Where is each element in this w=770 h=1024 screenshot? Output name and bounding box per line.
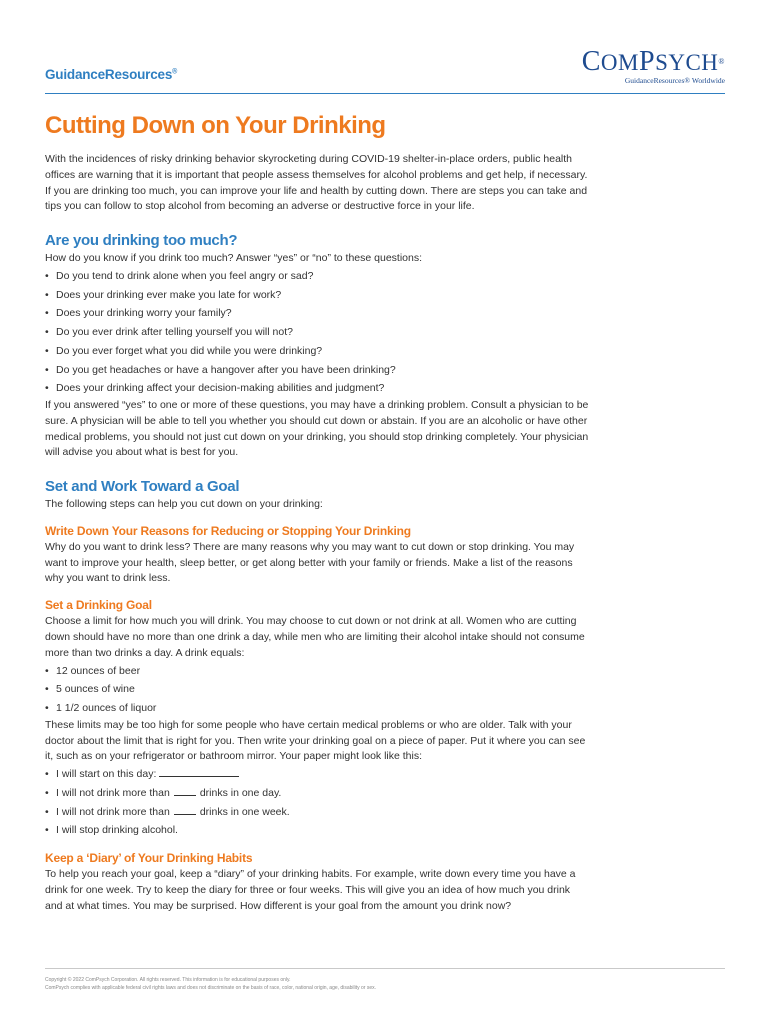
- section-heading-set-goal: Set and Work Toward a Goal: [45, 478, 240, 496]
- fill-in-blank: [174, 805, 196, 815]
- goal-template-list: [45, 765, 590, 840]
- page-header: [45, 46, 725, 100]
- list-item: • Does your drinking affect your decision-making abilities and judgment?: [45, 379, 590, 398]
- goal-day-item: • I will not drink more than drinks in one day.: [45, 784, 590, 803]
- subheading-write-reasons: Write Down Your Reasons for Reducing or Stopping Your Drinking: [45, 523, 411, 538]
- sub1-paragraph: Why do you want to drink less? There are many reasons why you may want to cut down or stop drinking. You may want to improve your health, sleep better, or get along better with your family or friends. Make a list of the reasons why you want to drink less.: [45, 540, 575, 585]
- footer-divider: [45, 968, 725, 969]
- fill-in-blank: [159, 767, 239, 777]
- question-list: [45, 267, 590, 398]
- section2-lead: The following steps can help you cut down on your drinking:: [45, 498, 323, 511]
- list-item: • Do you tend to drink alone when you feel angry or sad?: [45, 267, 590, 286]
- section-heading-drinking-too-much: Are you drinking too much?: [45, 232, 238, 250]
- guidance-resources-logo: GuidanceResources®: [45, 67, 178, 82]
- drink-equivalents-list: [45, 662, 590, 718]
- subheading-drinking-goal: Set a Drinking Goal: [45, 598, 152, 613]
- list-item: • 5 ounces of wine: [45, 680, 590, 699]
- header-divider: [45, 93, 725, 94]
- compsych-wordmark: COMPSYCH®: [581, 46, 725, 77]
- footer-nondiscrimination: ComPsych complies with applicable federal civil rights laws and does not discriminate on the basis of race, color, national origin, age, disability or sex.: [45, 985, 376, 991]
- document-body: [45, 112, 590, 914]
- goal-week-item: • I will not drink more than drinks in one week.: [45, 803, 590, 822]
- list-item: • Do you get headaches or have a hangover after you have been drinking?: [45, 361, 590, 380]
- fill-in-blank: [174, 786, 196, 796]
- footer-copyright: Copyright © 2022 ComPsych Corporation. All rights reserved. This information is for educational purposes only.: [45, 977, 291, 983]
- list-item: • 1 1/2 ounces of liquor: [45, 699, 590, 718]
- footer: [45, 976, 376, 992]
- list-item: • 12 ounces of beer: [45, 662, 590, 681]
- list-item: • Does your drinking ever make you late for work?: [45, 286, 590, 305]
- sub2-paragraph: Choose a limit for how much you will drink. You may choose to cut down or not drink at all. Women who are cutting down should have no more than one drink a day, while men who are limiting their alcohol intake should not consume more than two drinks a day. A drink equals:: [45, 615, 585, 659]
- compsych-tagline: GuidanceResources® Worldwide: [624, 76, 725, 85]
- goal-stop-item: • I will stop drinking alcohol.: [45, 821, 590, 840]
- subheading-diary: Keep a ‘Diary’ of Your Drinking Habits: [45, 850, 253, 865]
- compsych-logo: [581, 46, 725, 85]
- sub3-paragraph: To help you reach your goal, keep a “diary” of your drinking habits. For example, write down every time you have a drink for one week. Try to keep the diary for three or four weeks. This will give you an idea of how much you drink and at what times. You may be surprised. How different is your goal from the amount you drink now?: [45, 867, 576, 912]
- goal-start-item: • I will start on this day:: [45, 765, 590, 784]
- list-item: • Do you ever drink after telling yourself you will not?: [45, 323, 590, 342]
- section1-followup: If you answered “yes” to one or more of these questions, you may have a drinking problem. Consult a physician to be sure. A physician will be able to tell you whether you should cut down or abstain. If you are an alcoholic or have other medical problems, you should not just cut down on your drinking, you should stop drinking completely. Your physician will advise you about what is best for you.: [45, 398, 589, 459]
- section1-lead: How do you know if you drink too much? Answer “yes” or “no” to these questions:: [45, 252, 423, 265]
- sub2-paragraph-2: These limits may be too high for some people who have certain medical problems or who are older. Talk with your doctor about the limit that is right for you. Then write your drinking goal on a piece of paper. Put it where you can see it, such as on your refrigerator or bathroom mirror. Your paper might look like this:: [45, 718, 586, 763]
- list-item: • Do you ever forget what you did while you were drinking?: [45, 342, 590, 361]
- list-item: • Does your drinking worry your family?: [45, 304, 590, 323]
- page-title: Cutting Down on Your Drinking: [45, 112, 386, 139]
- intro-paragraph: With the incidences of risky drinking behavior skyrocketing during COVID-19 shelter-in-place orders, public health offices are warning that it is important that people assess themselves for alcohol problems and get help, if necessary. If you are drinking too much, you can improve your life and health by cutting down. There are steps you can take and tips you can follow to stop alcohol from becoming an adverse or destructive force in your life.: [45, 153, 588, 213]
